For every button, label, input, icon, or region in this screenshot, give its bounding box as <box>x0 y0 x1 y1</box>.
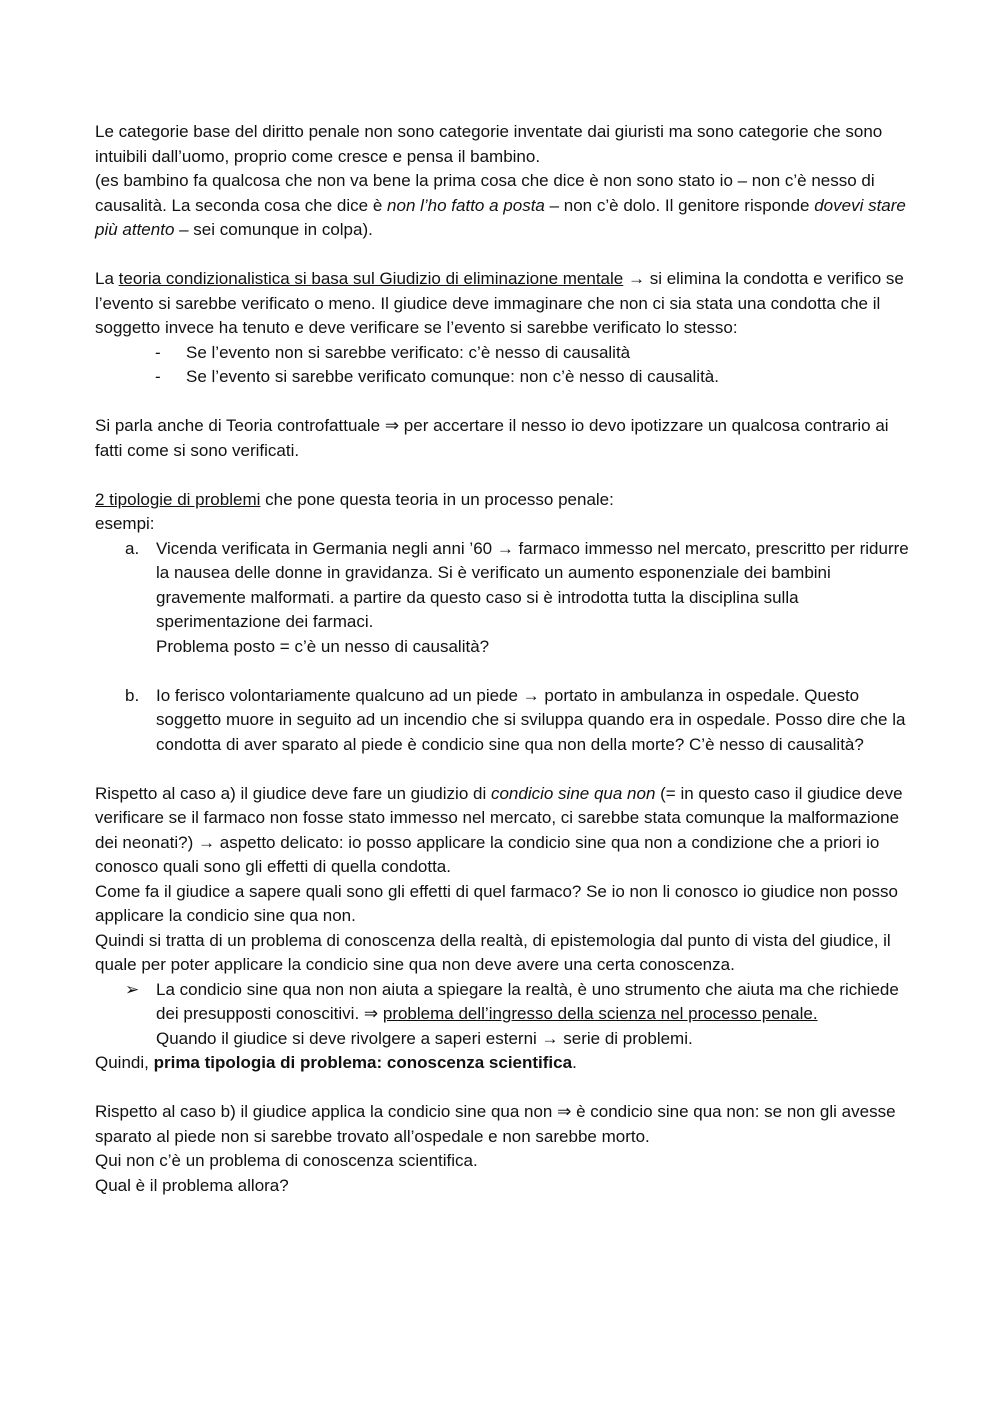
text: Quindi, <box>95 1053 154 1072</box>
text: Rispetto al caso a) il giudice deve fare un giudizio di <box>95 783 491 803</box>
list-item-text: Io ferisco volontariamente qualcuno ad un piede → portato in ambulanza in ospedale. Questo soggetto muore in seguito ad un incendio che si sviluppa quando era in ospedale. Posso dire che la condotta di aver sparato al piede è condicio sine qua non della morte? C’è nesso di causalità? <box>156 685 906 754</box>
paragraph-controfattuale: Si parla anche di Teoria controfattuale ⇒ per accertare il nesso io devo ipotizzare un qualcosa contrario ai fatti come si sono verificati. <box>95 416 889 460</box>
dash-marker: - <box>155 342 161 362</box>
list-marker: a. <box>125 538 140 558</box>
list-item-a <box>95 537 910 660</box>
text: che pone questa teoria in un processo penale: <box>260 489 614 509</box>
list-item-text: Vicenda verificata in Germania negli anni ’60 → farmaco immesso nel mercato, prescritto per ridurre la nausea delle donne in gravidanza. Si è verificato un aumento esponenziale dei bambini gravemente malformati. a partire da questo caso si è introdotta tutta la disciplina sulla sperimentazione dei farmaci. <box>156 538 909 631</box>
underlined-text: problema dell’ingresso della scienza nel processo penale. <box>382 1004 818 1023</box>
list-item <box>95 341 910 366</box>
list-item-text: Se l’evento si sarebbe verificato comunque: non c’è nesso di causalità. <box>186 367 719 386</box>
paragraph-giudice: Come fa il giudice a sapere quali sono gli effetti di quel farmaco? Se io non li conosco io giudice non posso applicare la condicio sine qua non. <box>95 881 898 925</box>
dash-marker: - <box>155 367 161 386</box>
paragraph-domanda: Qual è il problema allora? <box>95 1175 289 1195</box>
list-item-question: Problema posto = c’è un nesso di causalità? <box>156 636 490 656</box>
italic-text: non l’ho fatto a posta <box>387 195 545 215</box>
dash-list <box>95 341 910 390</box>
text: – non c’è dolo. Il genitore risponde <box>544 195 815 215</box>
list-item-text: Se l’evento non si sarebbe verificato: c’è nesso di causalità <box>186 342 631 362</box>
text: → si elimina la condotta e verifico se l’evento si sarebbe verificato o meno. Il giudice deve immaginare che non ci sia stata una condotta che il soggetto invece ha tenuto e deve verificare se l’evento si sarebbe verificato lo stesso: <box>95 269 904 337</box>
list-marker: b. <box>125 685 140 705</box>
document-page <box>95 120 910 1198</box>
paragraph-quindi: Quindi si tratta di un problema di conoscenza della realtà, di epistemologia dal punto di vista del giudice, il quale per poter applicare la condicio sine qua non deve avere una certa conoscenza. <box>95 930 891 974</box>
esempi-label: esempi: <box>95 514 155 533</box>
text: (es bambino fa qualcosa che non va bene la prima cosa che dice è non sono stato io – non c’è nesso di causalità. La seconda cosa che dice è <box>95 171 875 215</box>
paragraph-caso-a <box>95 782 910 880</box>
paragraph-example <box>95 169 910 243</box>
paragraph-prima-tipologia <box>95 1051 910 1076</box>
list-item-b <box>95 684 910 758</box>
list-item <box>95 365 910 390</box>
paragraph-tipologie <box>95 488 910 513</box>
spacer <box>95 659 910 684</box>
text: Le categorie base del diritto penale non sono categorie inventate dai giuristi ma sono categorie che sono intuibili dall’uomo, proprio come cresce e pensa il bambino. <box>95 122 883 166</box>
underlined-text: teoria condizionalistica si basa sul Giudizio di eliminazione mentale <box>118 269 624 288</box>
italic-text: condicio sine qua non <box>490 783 656 803</box>
arrow-bullet-item <box>95 978 910 1052</box>
examples-list <box>95 537 910 758</box>
text: Quando il giudice si deve rivolgere a saperi esterni → serie di problemi. <box>156 1028 693 1048</box>
text: (= in questo caso il giudice deve verificare se il farmaco non fosse stato immesso nel mercato, ci sarebbe stata comunque la malformazione dei neonati?) → aspetto delicato: io posso applicare la condicio sine qua non a condizione che a priori io conosco quali sono gli effetti di quella condotta. <box>95 783 903 876</box>
text: La condicio sine qua non non aiuta a spiegare la realtà, è uno strumento che aiuta ma che richiede dei presupposti conoscitivi. ⇒ <box>156 979 899 1023</box>
paragraph-caso-b: Rispetto al caso b) il giudice applica la condicio sine qua non ⇒ è condicio sine qua non: se non gli avesse sparato al piede non si sarebbe trovato all’ospedale e non sarebbe morto. <box>95 1102 896 1146</box>
paragraph-no-problema: Qui non c’è un problema di conoscenza scientifica. <box>95 1151 478 1170</box>
paragraph-intro <box>95 120 910 169</box>
arrow-bullet-icon: ➢ <box>125 979 140 999</box>
text: . <box>572 1053 577 1072</box>
underlined-text: 2 tipologie di problemi <box>95 489 261 509</box>
text: La <box>95 269 119 288</box>
bold-text: prima tipologia di problema: conoscenza scientifica <box>153 1053 573 1072</box>
text: – sei comunque in colpa). <box>174 220 373 239</box>
paragraph-teoria <box>95 267 910 341</box>
italic-text: dovevi stare più attento <box>95 195 906 239</box>
